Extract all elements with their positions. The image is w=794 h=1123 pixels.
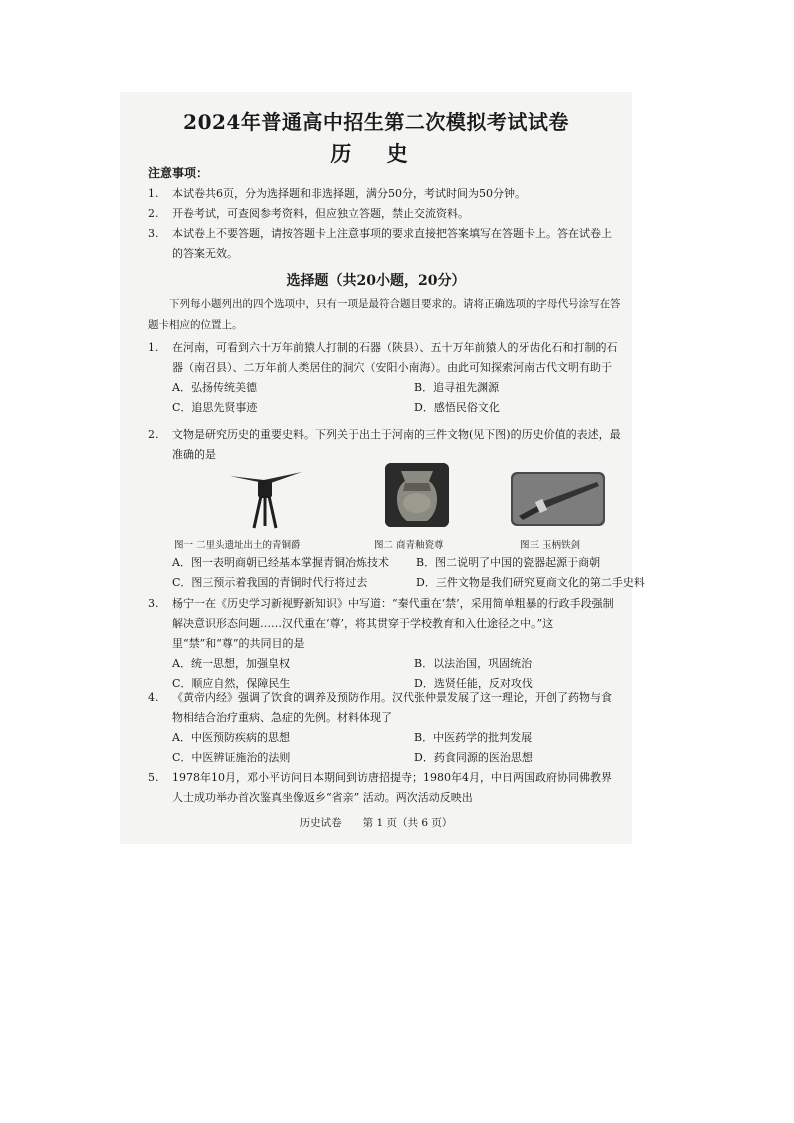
notice-heading: 注意事项：: [148, 166, 209, 180]
option-c[interactable]: C．追思先贤事迹: [172, 401, 258, 414]
question-5: [148, 768, 622, 808]
notice-item: [148, 184, 618, 204]
option-b[interactable]: B．中医药学的批判发展: [414, 731, 533, 744]
question-number: 2.: [148, 428, 159, 441]
option-b[interactable]: B．图二说明了中国的瓷器起源于商朝: [416, 556, 601, 569]
exam-title: 2024年普通高中招生第二次模拟考试试卷: [183, 110, 569, 134]
option-c[interactable]: C．图三预示着我国的青铜时代行将过去: [172, 576, 368, 589]
option-a[interactable]: A．弘扬传统美德: [172, 381, 257, 394]
figure-iron-sword: [511, 472, 605, 526]
subject-title: 历 史: [330, 141, 422, 166]
question-stem: 1978年10月，邓小平访问日本期间到访唐招提寺；1980年4月，中日两国政府协同佛教界人士成功举办首次鉴真坐像返乡“省亲” 活动。两次活动反映出: [172, 771, 612, 804]
question-number: 3.: [148, 597, 159, 610]
notice-text: 本试卷上不要答题，请按答题卡上注意事项的要求直接把答案填写在答题卡上。答在试卷上的答案无效。: [172, 227, 612, 260]
notice-number: 1.: [148, 187, 159, 200]
section-heading: 选择题（共20小题，20分）: [286, 273, 466, 289]
question-4: [148, 688, 622, 768]
option-d[interactable]: D．感悟民俗文化: [414, 401, 500, 414]
question-1: [148, 338, 622, 418]
question-number: 5.: [148, 771, 159, 784]
figure-2-caption: 图二 商青釉瓷尊: [374, 540, 444, 551]
figure-1-caption: 图一 二里头遗址出土的青铜爵: [174, 540, 301, 551]
option-c[interactable]: C．中医辨证施治的法则: [172, 751, 291, 764]
notice-text: 开卷考试，可查阅参考资料，但应独立答题，禁止交流资料。: [172, 207, 469, 220]
iron-sword-image: [511, 472, 605, 526]
option-a[interactable]: A．图一表明商朝已经基本掌握青铜冶炼技术: [172, 556, 389, 569]
figure-celadon-zun: [385, 463, 449, 527]
celadon-zun-image: [385, 463, 449, 527]
option-d[interactable]: D．选贤任能，反对攻伐: [414, 677, 533, 690]
notice-list: [148, 184, 618, 264]
question-stem: 文物是研究历史的重要史料。下列关于出土于河南的三件文物(见下图)的历史价值的表述，最准确的是: [172, 428, 621, 461]
option-c[interactable]: C．顺应自然，保障民生: [172, 677, 291, 690]
section-instructions: 下列每小题列出的四个选项中，只有一项是最符合题目要求的。请将正确选项的字母代号涂写在答题卡相应的位置上。: [148, 298, 621, 331]
notice-number: 3.: [148, 227, 159, 240]
notice-number: 2.: [148, 207, 159, 220]
option-b[interactable]: B．追寻祖先渊源: [414, 381, 500, 394]
notice-item: [148, 204, 618, 224]
page-footer: 历史试卷 第 1 页（共 6 页）: [299, 817, 453, 829]
exam-page: [120, 92, 645, 844]
question-number: 1.: [148, 341, 159, 354]
figure-bronze-jue: [228, 466, 304, 530]
question-3: [148, 594, 622, 694]
option-b[interactable]: B．以法治国，巩固统治: [414, 657, 533, 670]
option-d[interactable]: D．药食同源的医治思想: [414, 751, 533, 764]
figure-3-caption: 图三 玉柄铁剑: [520, 540, 581, 551]
question-stem: 在河南，可看到六十万年前猿人打制的石器（陕县）、五十万年前猿人的牙齿化石和打制的石器（南召县）、二万年前人类居住的洞穴（安阳小南海）。由此可知探索河南古代文明有助于: [172, 341, 618, 374]
question-number: 4.: [148, 691, 159, 704]
question-2-options: [148, 553, 645, 593]
notice-item: [148, 224, 618, 264]
bronze-jue-image: [228, 466, 304, 530]
option-d[interactable]: D．三件文物是我们研究夏商文化的第二手史料: [416, 576, 645, 589]
option-a[interactable]: A．中医预防疾病的思想: [172, 731, 290, 744]
notice-text: 本试卷共6页，分为选择题和非选择题，满分50分，考试时间为50分钟。: [172, 187, 526, 200]
question-2: [148, 425, 622, 465]
question-stem: 杨宁一在《历史学习新视野新知识》中写道：“秦代重在‘禁’，采用简单粗暴的行政手段强制解决意识形态问题……汉代重在‘尊’，将其贯穿于学校教育和入仕途径之中。”这里“禁”和“尊”的共同目的是: [172, 597, 614, 650]
option-a[interactable]: A．统一思想，加强皇权: [172, 657, 290, 670]
question-stem: 《黄帝内经》强调了饮食的调养及预防作用。汉代张仲景发展了这一理论，开创了药物与食物相结合治疗重病、急症的先例。材料体现了: [172, 691, 612, 724]
